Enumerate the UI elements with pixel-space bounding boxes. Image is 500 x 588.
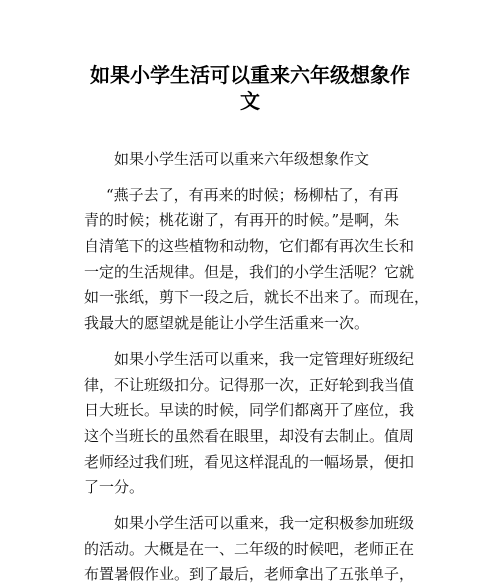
paragraph-line: 布置暑假作业。到了最后，老师拿出了五张单子， xyxy=(84,565,415,584)
document-title xyxy=(70,60,430,111)
paragraph-subtitle xyxy=(84,147,424,173)
paragraph-line: “燕子去了，有再来的时候；杨柳枯了，有再 xyxy=(106,185,399,204)
paragraph-3 xyxy=(84,511,424,588)
document-body xyxy=(84,147,430,588)
paragraph-line: 的活动。大概是在一、二年级的时候吧，老师正在 xyxy=(84,539,415,558)
paragraph-line: 了一分。 xyxy=(84,478,145,497)
paragraph-line: 自清笔下的这些植物和动物，它们都有再次生长和 xyxy=(84,237,415,256)
paragraph-2 xyxy=(84,347,424,501)
paragraph-line: 日大班长。早读的时候，同学们都离开了座位，我 xyxy=(84,401,415,420)
paragraph-line: 我最大的愿望就是能让小学生活重来一次。 xyxy=(84,314,370,333)
title-line: 如果小学生活可以重来六年级想象作 xyxy=(90,63,410,87)
paragraph-1 xyxy=(84,183,430,337)
paragraph-line: 如果小学生活可以重来，我一定积极参加班级 xyxy=(114,513,415,532)
paragraph-line: 一定的生活规律。但是，我们的小学生活呢？它就 xyxy=(84,262,415,281)
paragraph-line: 如一张纸，剪下一段之后，就长不出来了。而现在， xyxy=(84,288,430,307)
paragraph-line: 老师经过我们班，看见这样混乱的一幅场景，便扣 xyxy=(84,452,415,471)
paragraph-line: 青的时候；桃花谢了，有再开的时候。”是啊，朱 xyxy=(84,211,400,230)
paragraph-line: 如果小学生活可以重来，我一定管理好班级纪 xyxy=(114,349,415,368)
title-line: 文 xyxy=(240,88,260,113)
paragraph-line: 这个当班长的虽然看在眼里，却没有去制止。值周 xyxy=(84,426,415,445)
paragraph-line: 如果小学生活可以重来六年级想象作文 xyxy=(114,150,370,168)
paragraph-line: 律，不让班级扣分。记得那一次，正好轮到我当值 xyxy=(84,375,415,394)
